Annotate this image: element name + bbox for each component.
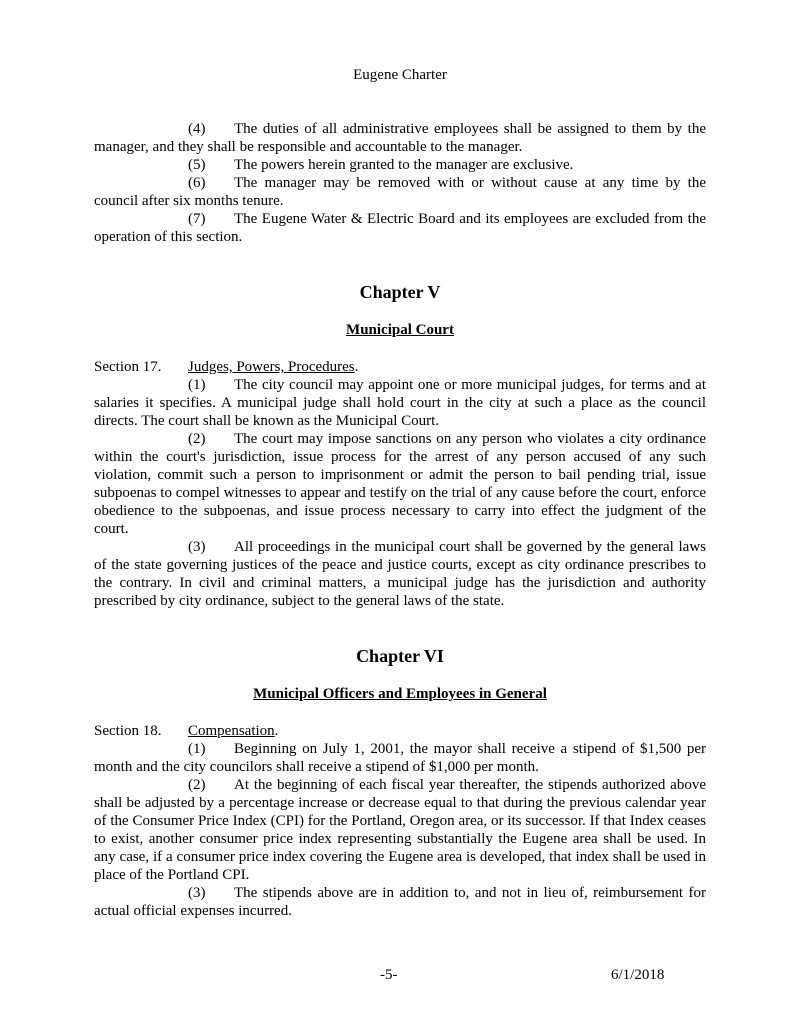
paragraph [94, 156, 706, 174]
paragraph-number: (3) [188, 885, 206, 901]
paragraph-number: (1) [188, 741, 206, 757]
paragraph-number: (7) [188, 211, 206, 227]
paragraph-text: The Eugene Water & Electric Board and its employees are excluded from the operation of this section. [94, 211, 706, 245]
section-label: Section 17. [94, 359, 162, 375]
section-heading: Section 17. Judges, Powers, Procedures. [94, 359, 359, 375]
chapter-subtitle: Municipal Officers and Employees in General [253, 686, 547, 702]
paragraph [94, 174, 706, 210]
paragraph-number: (1) [188, 377, 206, 393]
paragraph [94, 884, 706, 920]
paragraph-text: Beginning on July 1, 2001, the mayor shall receive a stipend of $1,500 per month and the city councilors shall receive a stipend of $1,000 per month. [94, 741, 706, 775]
paragraph [94, 120, 706, 156]
paragraph-number: (6) [188, 175, 206, 191]
section-title: Judges, Powers, Procedures [188, 359, 355, 375]
running-header: Eugene Charter [353, 67, 447, 83]
paragraph-number: (2) [188, 431, 206, 447]
paragraph [94, 776, 706, 884]
section-label: Section 18. [94, 723, 162, 739]
paragraph [94, 210, 706, 246]
chapter-heading: Chapter V [359, 282, 441, 302]
paragraph-text: The duties of all administrative employees shall be assigned to them by the manager, and they shall be responsible and accountable to the manager. [94, 121, 706, 155]
section-16-continuation [94, 120, 706, 246]
paragraph-text: All proceedings in the municipal court shall be governed by the general laws of the state governing justices of the peace and justice courts, except as city ordinance prescribes to the contrary. In civil and criminal matters, a municipal judge has the jurisdiction and authority prescribed by city ordinance, subject to the general laws of the state. [94, 539, 706, 609]
paragraph [94, 740, 706, 776]
paragraph-text: The manager may be removed with or without cause at any time by the council after six months tenure. [94, 175, 706, 209]
paragraph-text: The powers herein granted to the manager are exclusive. [234, 157, 574, 173]
paragraph-text: The stipends above are in addition to, and not in lieu of, reimbursement for actual official expenses incurred. [94, 885, 706, 919]
chapter-subtitle: Municipal Court [346, 322, 454, 338]
paragraph [94, 430, 706, 538]
section-title: Compensation [188, 723, 275, 739]
section-heading: Section 18. Compensation. [94, 723, 279, 739]
paragraph [94, 538, 706, 610]
paragraph-text: The city council may appoint one or more municipal judges, for terms and at salaries it specifies. A municipal judge shall hold court in the city at such a place as the council directs. The court shall be known as the Municipal Court. [94, 377, 706, 429]
paragraph [94, 376, 706, 430]
paragraph-number: (5) [188, 157, 206, 173]
paragraph-number: (3) [188, 539, 206, 555]
footer-date: 6/1/2018 [611, 967, 665, 983]
paragraph-number: (2) [188, 777, 206, 793]
paragraph-text: At the beginning of each fiscal year thereafter, the stipends authorized above shall be adjusted by a percentage increase or decrease equal to that during the previous calendar year of the Consumer Price Index (CPI) for the Portland, Oregon area, or its successor. If that Index ceases to exist, another consumer price index representing substantially the Eugene area shall be used. In any case, if a consumer price index covering the Eugene area is developed, that index shall be used in place of the Portland CPI. [94, 777, 706, 883]
page-number: -5- [380, 967, 398, 983]
section-18 [94, 722, 706, 920]
chapter-heading: Chapter VI [356, 646, 444, 666]
paragraph-number: (4) [188, 121, 206, 137]
paragraph-text: The court may impose sanctions on any person who violates a city ordinance within the court's jurisdiction, issue process for the arrest of any person accused of any such violation, commit such a person to imprisonment or admit the person to bail pending trial, issue subpoenas to compel witnesses to appear and testify on the trial of any cause before the court, enforce obedience to the subpoenas, and issue process necessary to carry into effect the judgment of the court. [94, 431, 706, 537]
section-17 [94, 358, 706, 610]
